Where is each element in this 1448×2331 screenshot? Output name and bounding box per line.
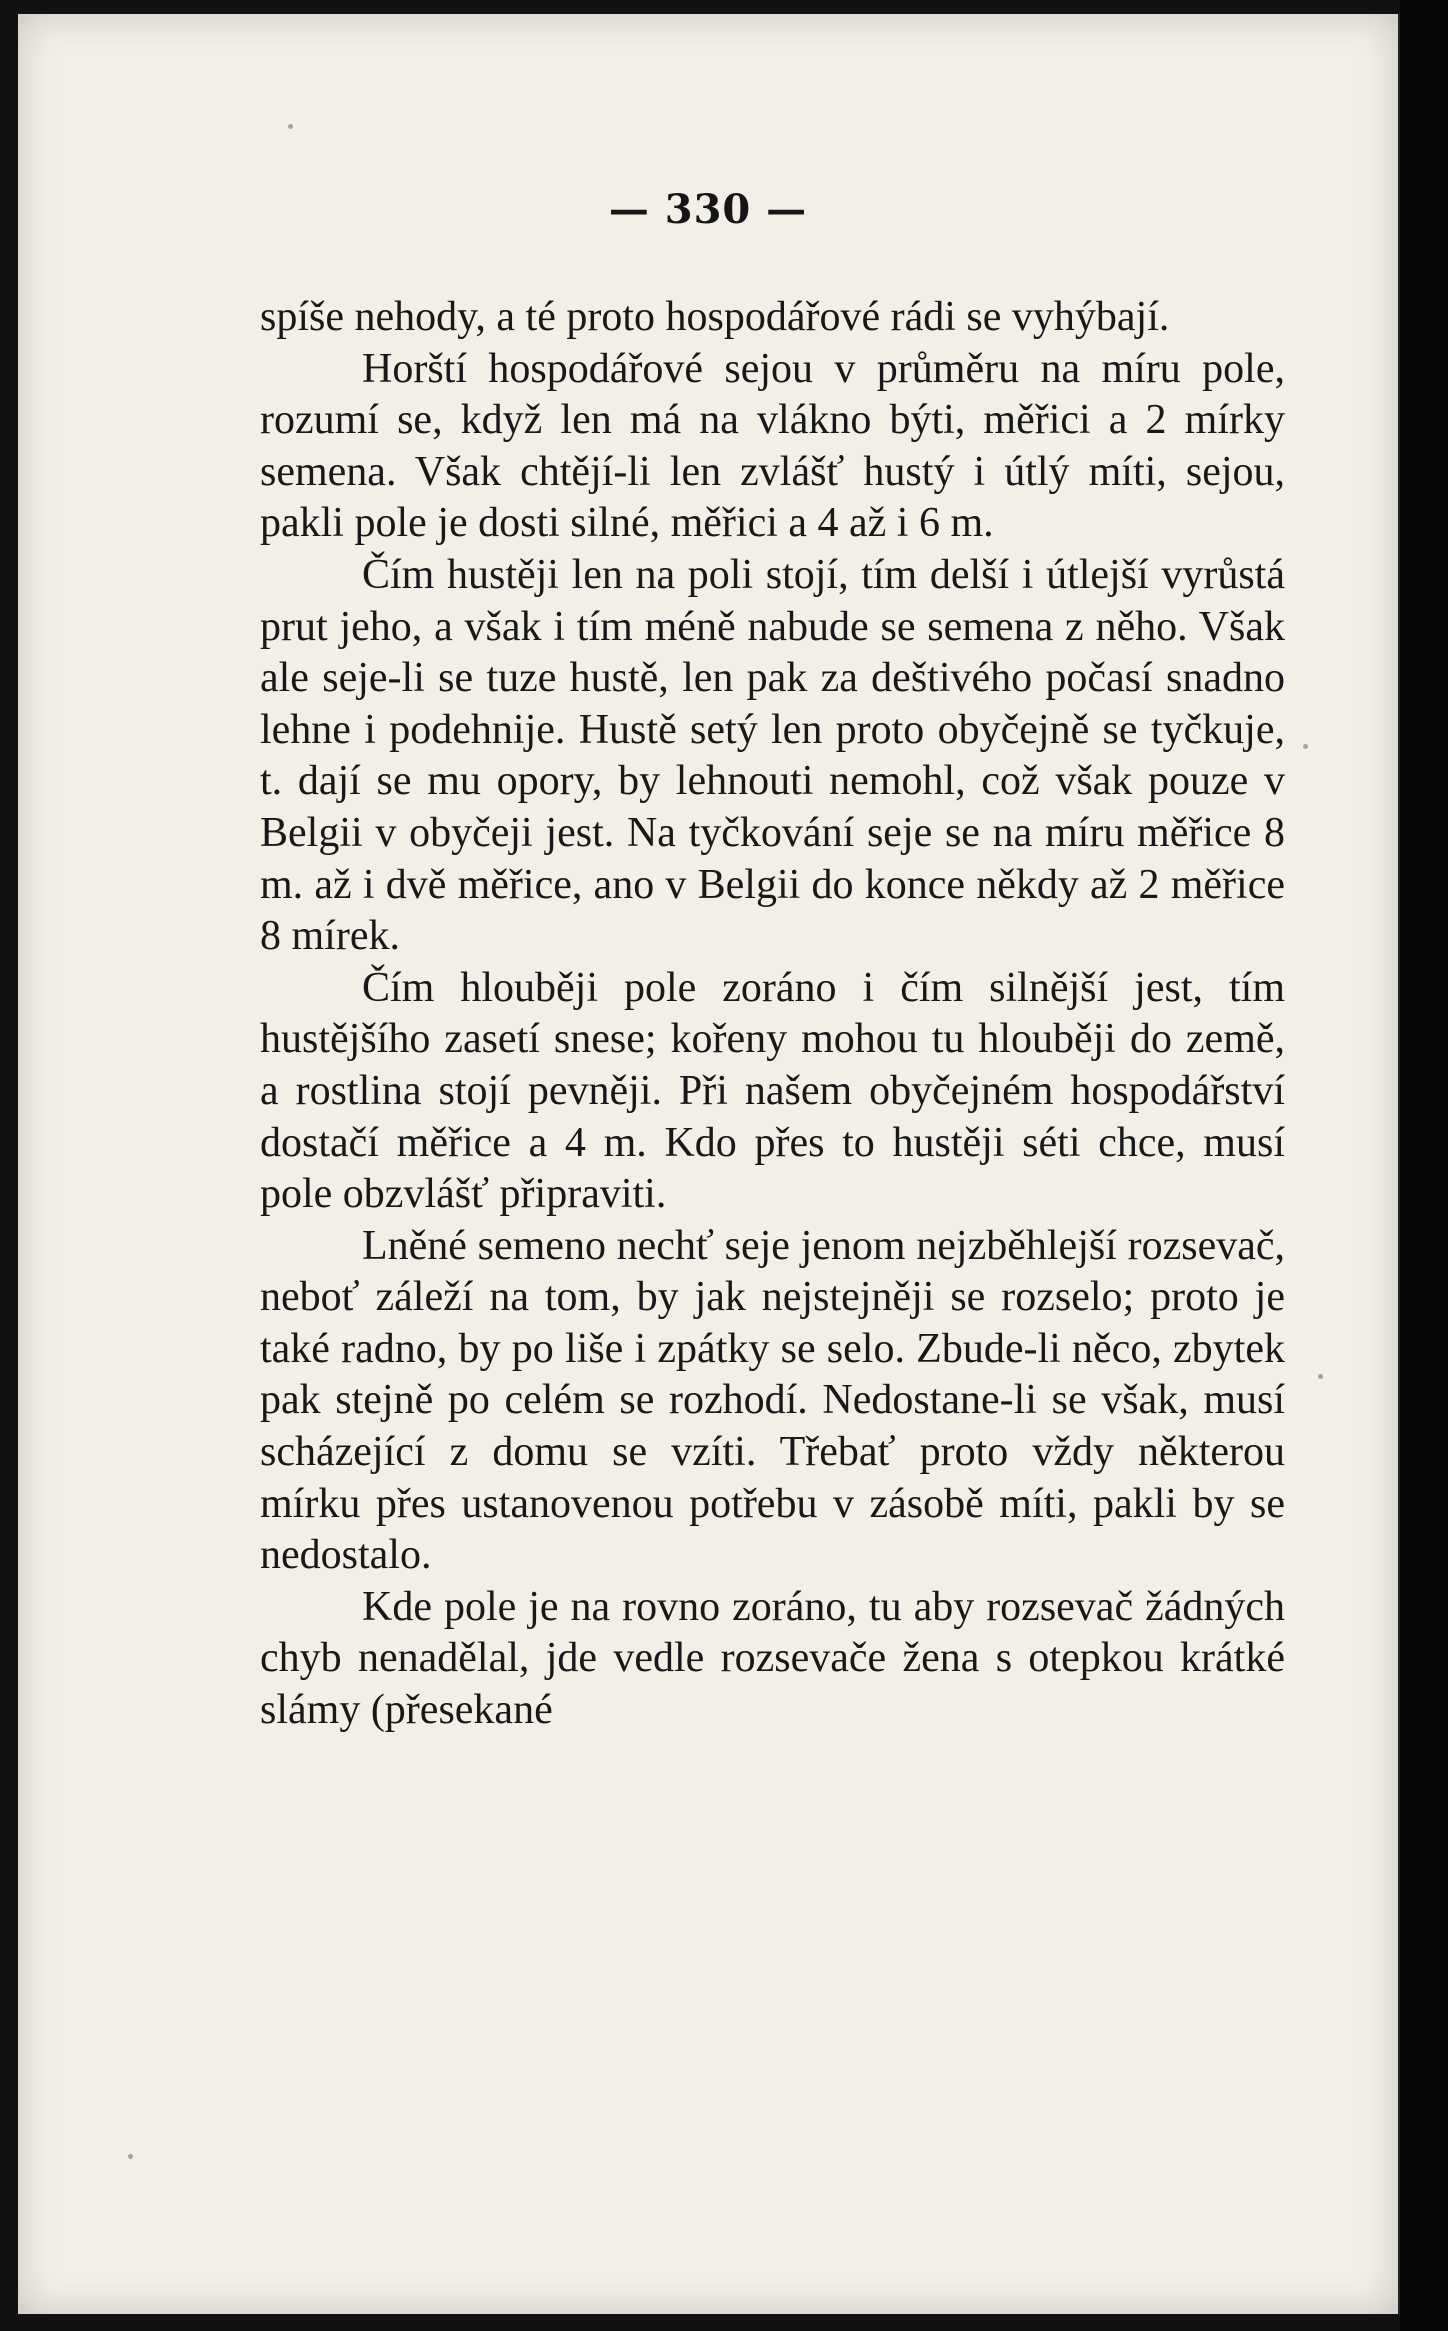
- paragraph-5: Lněné semeno nechť seje jenom nejzběhlejší rozsevač, neboť záleží na tom, by jak nejstejněji se rozselo; proto je také radno, by po liše i zpátky se selo. Zbude-li něco, zbytek pak stejně po celém se rozhodí. Nedostane-li se však, musí scházející z domu se vzíti. Třebať proto vždy některou mírku přes ustanovenou potřebu v zásobě míti, pakli by se nedostalo.: [260, 1222, 1285, 1579]
- paper-speck: [1303, 744, 1308, 749]
- scan-edge: [1400, 0, 1448, 2331]
- body-text: [260, 292, 1285, 1737]
- paragraph-6: Kde pole je na rovno zoráno, tu aby rozsevač žádných chyb nenadělal, jde vedle rozsevače žena s otepkou krátké slámy (přesekané: [260, 1583, 1285, 1734]
- paragraph-2: Horští hospodářové sejou v průměru na míru pole, rozumí se, když len má na vlákno býti, měřici a 2 mírky semena. Však chtějí-li len zvlášť hustý i útlý míti, sejou, pakli pole je dosti silné, měřici a 4 až i 6 m.: [260, 345, 1285, 547]
- paper-speck: [1318, 1374, 1323, 1379]
- book-page: [18, 14, 1401, 2314]
- paper-speck: [128, 2154, 133, 2159]
- paper-speck: [288, 124, 293, 129]
- page-number: — 330 —: [608, 186, 808, 233]
- paragraph-1: spíše nehody, a té proto hospodářové rádi se vyhýbají.: [260, 294, 1170, 340]
- paragraph-3: Čím hustěji len na poli stojí, tím delší i útlejší vyrůstá prut jeho, a však i tím méně nabude se semena z něho. Však ale seje-li se tuze hustě, len pak za deštivého počasí snadno lehne i podehnije. Hustě setý len proto obyčejně se tyčkuje, t. dají se mu opory, by lehnouti nemohl, což však pouze v Belgii v obyčeji jest. Na tyčkování seje se na míru měřice 8 m. až i dvě měřice, ano v Belgii do konce někdy až 2 měřice 8 mírek.: [260, 551, 1285, 960]
- paragraph-4: Čím hlouběji pole zoráno i čím silnější jest, tím hustějšího zasetí snese; kořeny mohou tu hlouběji do země, a rostlina stojí pevněji. Při našem obyčejném hospodářství dostačí měřice a 4 m. Kdo přes to hustěji séti chce, musí pole obzvlášť připraviti.: [260, 964, 1285, 1218]
